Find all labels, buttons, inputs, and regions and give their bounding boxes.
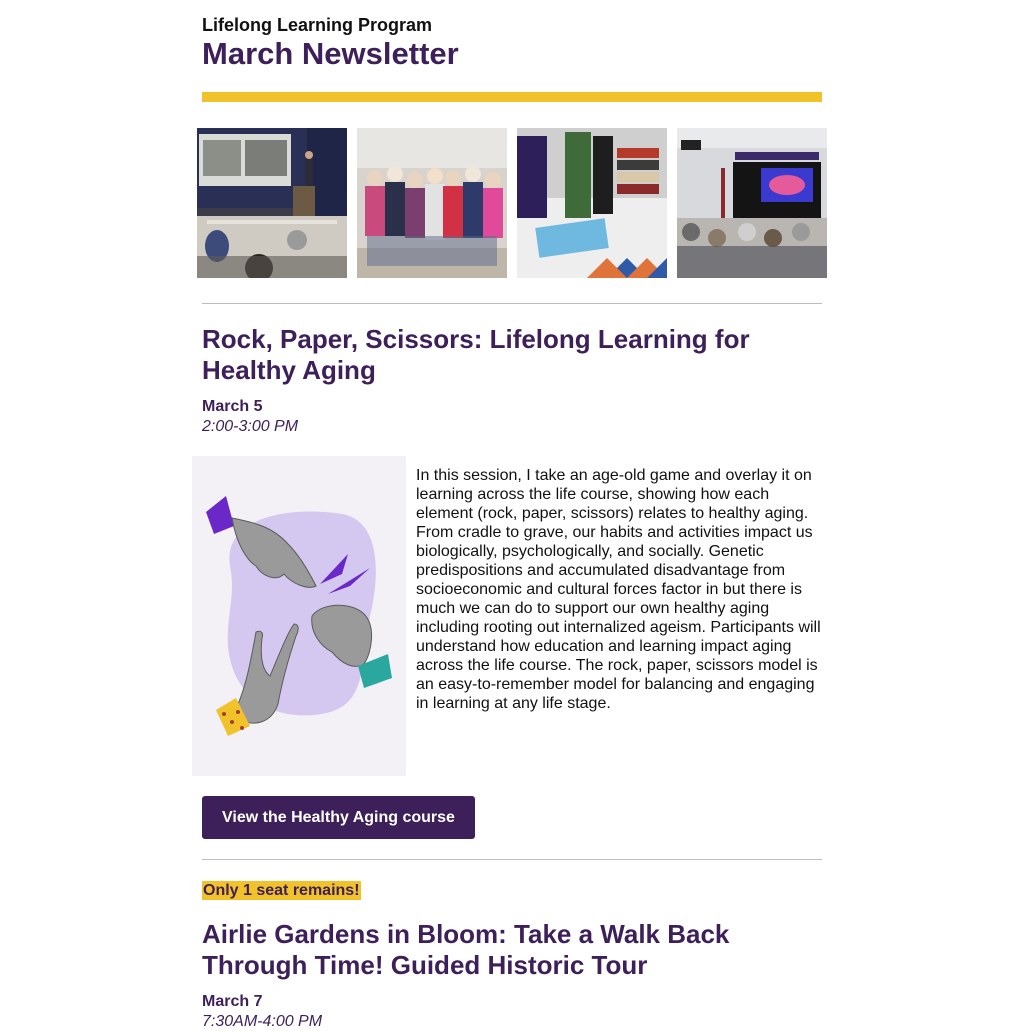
gold-divider	[202, 92, 822, 102]
event-description: In this session, I take an age-old game and overlay it on learning across the life course, showing how each element (rock, paper, scissors) relates to healthy aging. From cradle to grave, our habits and activities impact us biologically, psychologically, and socially. Genetic predispositions and accumulated disadvantage from socioeconomic and cultural forces factor in but there is much we can do to support our own healthy aging including rooting out internalized ageism. Participants will understand how education and learning impact aging across the life course. The rock, paper, scissors model is an easy-to-remember model for balancing and engaging in learning at any life stage.	[416, 467, 821, 712]
seats-remaining-badge: Only 1 seat remains!	[203, 882, 360, 899]
event-time: 2:00-3:00 PM	[202, 418, 299, 435]
event-date: March 7	[202, 993, 263, 1010]
newsletter-title: March Newsletter	[202, 36, 459, 71]
event-time: 7:30AM-4:00 PM	[202, 1013, 323, 1030]
event-date: March 5	[202, 398, 263, 415]
photo-strip	[197, 128, 827, 278]
group-photo[interactable]	[357, 128, 507, 278]
program-name: Lifelong Learning Program	[202, 15, 433, 35]
lecture-photo[interactable]	[197, 128, 347, 278]
section-divider	[202, 303, 822, 304]
view-course-button[interactable]: View the Healthy Aging course	[202, 796, 475, 839]
event-title: Rock, Paper, Scissors: Lifelong Learning for Healthy Aging	[202, 324, 750, 385]
section-divider	[202, 859, 822, 860]
books-photo[interactable]	[517, 128, 667, 278]
rock-paper-scissors-illustration	[192, 456, 406, 776]
event-title: Airlie Gardens in Bloom: Take a Walk Back Through Time! Guided Historic Tour	[202, 919, 730, 980]
auditorium-photo[interactable]	[677, 128, 827, 278]
